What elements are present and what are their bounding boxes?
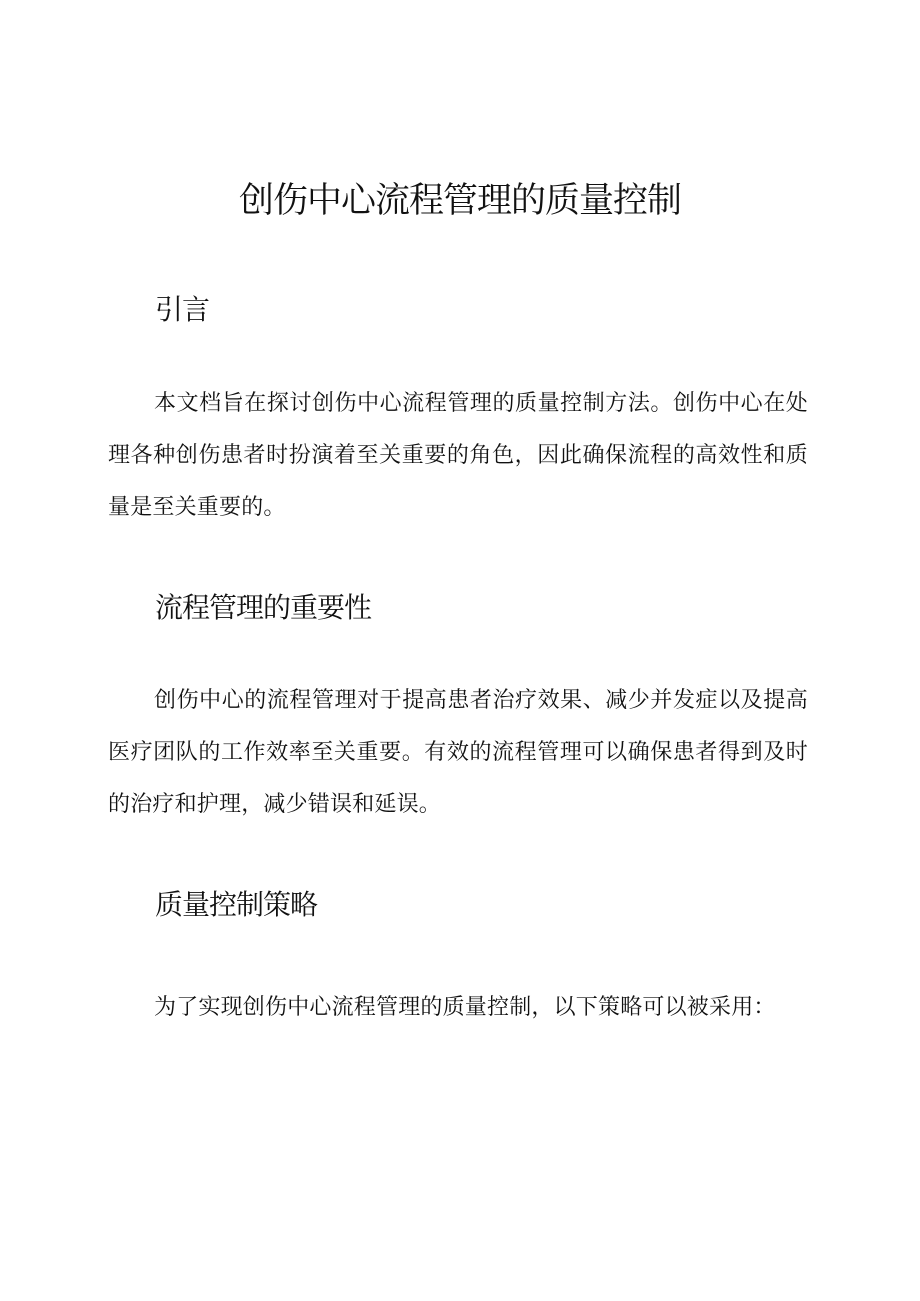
document-title: 创伤中心流程管理的质量控制 [238, 181, 681, 221]
section-heading-introduction: 引言 [155, 293, 210, 326]
section-heading-quality-strategy: 质量控制策略 [155, 888, 318, 921]
section-heading-process-importance: 流程管理的重要性 [155, 591, 372, 624]
section-body-quality-strategy: 为了实现创伤中心流程管理的质量控制，以下策略可以被采用： [154, 995, 776, 1020]
section-body-process-importance: 创伤中心的流程管理对于提高患者治疗效果、减少并发症以及提高医疗团队的工作效率至关重要。有效的流程管理可以确保患者得到及时的治疗和护理，减少错误和延误。 [108, 688, 808, 817]
section-body-introduction: 本文档旨在探讨创伤中心流程管理的质量控制方法。创伤中心在处理各种创伤患者时扮演着至关重要的角色，因此确保流程的高效性和质量是至关重要的。 [108, 391, 808, 520]
